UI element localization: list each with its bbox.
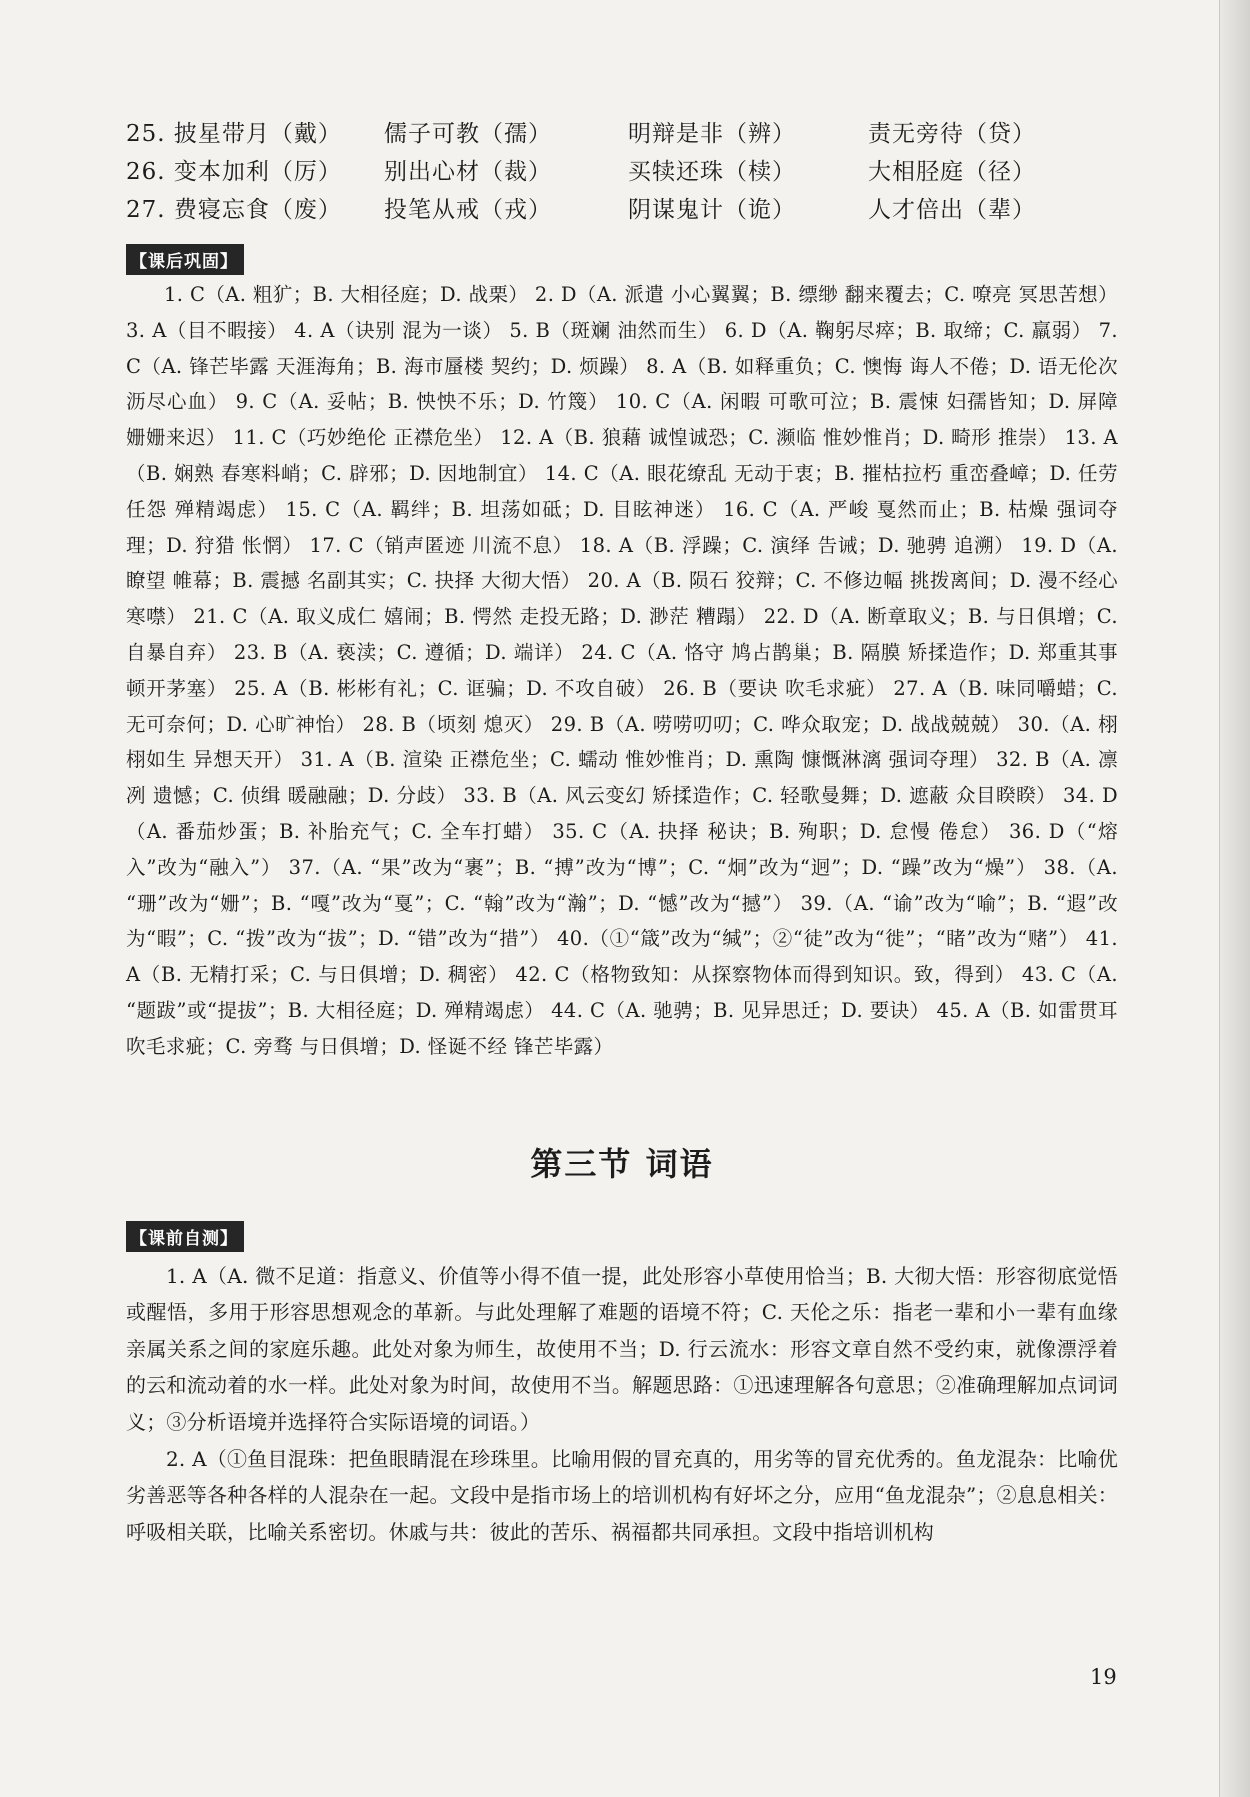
table-cell: 责无旁待（贷） [868,120,1036,147]
table-cell: 别出心材（裁） [384,158,552,185]
table-cell: 买犊还珠（椟） [628,158,796,185]
table-cell: 阴谋鬼计（诡） [628,196,796,223]
table-row [126,188,1118,226]
document-page [126,112,1118,1550]
table-cell: 27. 费寝忘食（废） [126,196,342,223]
table-cell: 人才倍出（辈） [868,196,1036,223]
section-tag-pre-class: 【课前自测】 [126,1221,244,1252]
table-cell: 25. 披星带月（戴） [126,120,342,147]
explanation-paragraph-1: 1. A（A. 微不足道：指意义、价值等小得不值一提，此处形容小草使用恰当；B. 大彻大悟：形容彻底觉悟或醒悟，多用于形容思想观念的革新。与此处理解了难题的语境不符；C. 天伦之乐：指老一辈和小一辈有血缘亲属关系之间的家庭乐趣。此处对象为师生，故使用不当；D. 行云流水：形容文章自然不受约束，就像漂浮着的云和流动着的水一样。此处对象为时间，故使用不当。解题思路：①迅速理解各句意思；②准确理解加点词词义；③分析语境并选择符合实际语境的词语。） [126,1263,1118,1434]
table-cell: 投笔从戒（戎） [384,196,552,223]
table-cell: 26. 变本加利（厉） [126,158,342,185]
table-row [126,150,1118,188]
page-edge-shadow [1219,0,1250,1797]
explanation-paragraph-2: 2. A（①鱼目混珠：把鱼眼睛混在珍珠里。比喻用假的冒充真的，用劣等的冒充优秀的。鱼龙混杂：比喻优劣善恶等各种各样的人混杂在一起。文段中是指市场上的培训机构有好坏之分，应用“鱼龙混杂”；②息息相关：呼吸相关联，比喻关系密切。休戚与共：彼此的苦乐、祸福都共同承担。文段中指培训机构 [126,1446,1118,1544]
table-cell: 明辩是非（辨） [628,120,796,147]
answer-key-paragraph: 1. C（A. 粗犷；B. 大相径庭；D. 战栗） 2. D（A. 派遣 小心翼翼；B. 缥缈 翻来覆去；C. 嘹亮 冥思苦想） 3. A（目不暇接） 4. A（诀别 混为一谈） 5. B（斑斓 油然而生） 6. D（A. 鞠躬尽瘁；B. 取缔；C. 羸弱） 7. C（A. 锋芒毕露 天涯海角；B. 海市蜃楼 契约；D. 烦躁） 8. A（B. 如释重负；C. 懊悔 诲人不倦；D. 语无伦次 沥尽心血） 9. C（A. 妥帖；B. 怏怏不乐；D. 竹篾） 10. C（A. 闲暇 可歌可泣；B. 震悚 妇孺皆知；D. 屏障 姗姗来迟） 11. C（巧妙绝伦 正襟危坐） 12. A（B. 狼藉 诚惶诚恐；C. 濒临 惟妙惟肖；D. 畸形 推崇） 13. A（B. 娴熟 春寒料峭；C. 辟邪；D. 因地制宜） 14. C（A. 眼花缭乱 无动于衷；B. 摧枯拉朽 重峦叠嶂；D. 任劳任怨 殚精竭虑） 15. C（A. 羁绊；B. 坦荡如砥；D. 目眩神迷） 16. C（A. 严峻 戛然而止；B. 枯燥 强词夺理；D. 狩猎 怅惘） 17. C（销声匿迹 川流不息） 18. A（B. 浮躁；C. 演绎 告诫；D. 驰骋 追溯） 19. D（A. 瞭望 帷幕；B. 震撼 名副其实；C. 抉择 大彻大悟） 20. A（B. 陨石 狡辩；C. 不修边幅 挑拨离间；D. 漫不经心 寒噤） 21. C（A. 取义成仁 嬉闹；B. 愕然 走投无路；D. 渺茫 糟蹋） 22. D（A. 断章取义；B. 与日俱增；C. 自暴自弃） 23. B（A. 亵渎；C. 遵循；D. 端详） 24. C（A. 恪守 鸠占鹊巢；B. 隔膜 矫揉造作；D. 郑重其事 顿开茅塞） 25. A（B. 彬彬有礼；C. 诓骗；D. 不攻自破） 26. B（要诀 吹毛求疵） 27. A（B. 味同嚼蜡；C. 无可奈何；D. 心旷神怡） 28. B（顷刻 熄灭） 29. B（A. 唠唠叨叨；C. 哗众取宠；D. 战战兢兢） 30.（A. 栩栩如生 异想天开） 31. A（B. 渲染 正襟危坐；C. 蠕动 惟妙惟肖；D. 熏陶 慷慨淋漓 强词夺理） 32. B（A. 凛冽 遗憾；C. 侦缉 暖融融；D. 分歧） 33. B（A. 风云变幻 矫揉造作；C. 轻歌曼舞；D. 遮蔽 众目睽睽） 34. D（A. 番茄炒蛋；B. 补胎充气；C. 全车打蜡） 35. C（A. 抉择 秘诀；B. 殉职；D. 怠慢 倦怠） 36. D（“熔入”改为“融入”） 37.（A. “果”改为“裹”；B. “搏”改为“博”；C. “炯”改为“迥”；D. “躁”改为“燥”） 38.（A. “珊”改为“姗”；B. “嘎”改为“戛”；C. “翰”改为“瀚”；D. “憾”改为“撼”） 39.（A. “谕”改为“喻”；B. “遐”改为“暇”；C. “拨”改为“拔”；D. “错”改为“措”） 40.（①“箴”改为“缄”；②“徒”改为“徙”；“睹”改为“赌”） 41. A（B. 无精打采；C. 与日俱增；D. 稠密） 42. C（格物致知：从探察物体而得到知识。致，得到） 43. C（A. “题跋”或“提拔”；B. 大相径庭；D. 殚精竭虑） 44. C（A. 驰骋；B. 见异思迁；D. 要诀） 45. A（B. 如雷贯耳 吹毛求疵；C. 旁骛 与日俱增；D. 怪诞不经 锋芒毕露） [126,283,1118,1058]
table-cell: 儒子可教（孺） [384,120,552,147]
table-cell: 大相胫庭（径） [868,158,1036,185]
section-tag-after-class: 【课后巩固】 [126,244,244,275]
page-number: 19 [1090,1665,1117,1689]
table-row [126,112,1118,150]
idiom-correction-table [126,112,1118,226]
section-title: 第三节 词语 [530,1144,714,1183]
